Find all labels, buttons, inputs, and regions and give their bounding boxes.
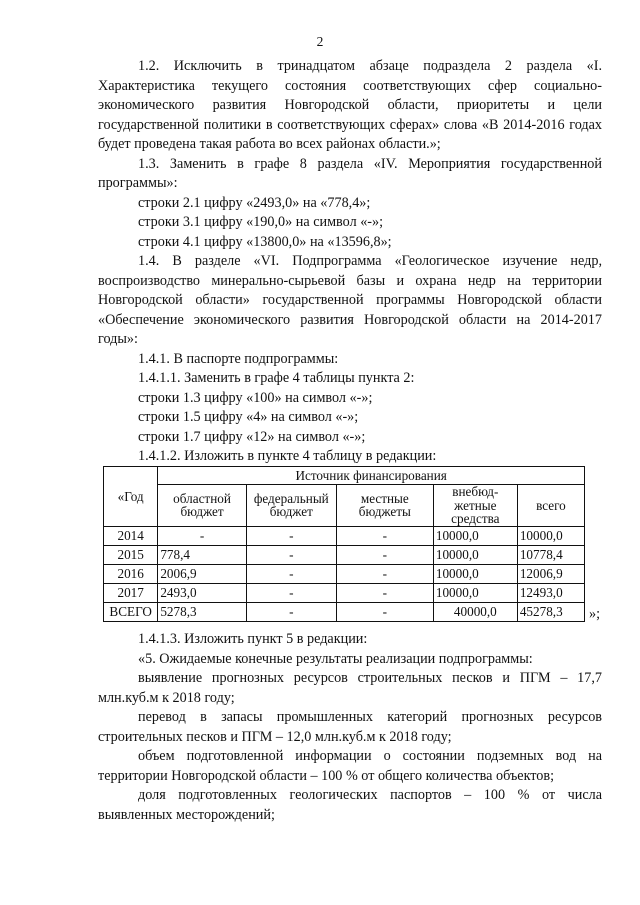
cell-regional: 778,4 [158,545,246,564]
header-regional-budget: областной бюджет [158,485,246,527]
header-extrabudgetary: внебюд-жетные средства [433,485,517,527]
financing-table [103,466,585,622]
cell-regional: 2493,0 [158,583,246,602]
cell-local: - [336,564,433,583]
cell-federal: - [246,545,336,564]
cell-local: - [336,583,433,602]
paragraph-1-4-1: 1.4.1. В паспорте подпрограммы: [138,350,339,367]
cell-total: 10778,4 [517,545,584,564]
cell-extrabudgetary: 10000,0 [433,545,517,564]
paragraph-1-4-1-3: 1.4.1.3. Изложить пункт 5 в редакции: [138,631,368,647]
cell-regional: 5278,3 [158,602,246,621]
text-block-upper [98,57,602,467]
table-row [104,564,585,583]
cell-year: 2017 [104,583,158,602]
table-closing-quote: »; [589,606,601,622]
paragraph-1-4-1-1: 1.4.1.1. Заменить в графе 4 таблицы пункта 2: [138,370,415,386]
cell-federal: - [246,564,336,583]
table-row [104,583,585,602]
paragraph-row-1-3: строки 1.3 цифру «100» на символ «-»; [138,389,373,406]
paragraph-1-3: 1.3. Заменить в графе 8 раздела «IV. Мероприятия государственной программы»: [98,155,602,191]
cell-local: - [336,526,433,545]
paragraph-row-1-7: строки 1.7 цифру «12» на символ «-»; [138,428,366,445]
header-federal-budget: федеральный бюджет [246,485,336,527]
cell-total: 10000,0 [517,526,584,545]
paragraph-row-4-1: строки 4.1 цифру «13800,0» на «13596,8»; [138,233,392,250]
cell-year: 2016 [104,564,158,583]
paragraph-item-5: «5. Ожидаемые конечные результаты реализации подпрограммы: [138,650,533,667]
cell-year: 2014 [104,526,158,545]
cell-local: - [336,602,433,621]
paragraph-row-1-5: строки 1.5 цифру «4» на символ «-»; [138,409,359,425]
cell-local: - [336,545,433,564]
table-row [104,526,585,545]
paragraph-reserves-transfer: перевод в запасы промышленных категорий прогнозных ресурсов строительных песков и ПГМ – 12,0 млн.куб.м к 2018 году; [98,709,602,745]
table-row-total [104,602,585,621]
cell-extrabudgetary: 40000,0 [433,602,517,621]
paragraph-1-4: 1.4. В разделе «VI. Подпрограмма «Геологическое изучение недр, воспроизводство минерально-сырьевой базы и охрана недр на территории Новгородской области» государственной программы Новгородской области «Обеспечение экономического развития Новгородской области на 2014-2017 годы»: [98,253,602,347]
cell-extrabudgetary: 10000,0 [433,526,517,545]
page-number: 2 [316,34,324,49]
cell-federal: - [246,602,336,621]
cell-total: 12006,9 [517,564,584,583]
text-block-lower [98,630,602,825]
header-year: «Год [104,467,158,527]
paragraph-1-4-1-2: 1.4.1.2. Изложить в пункте 4 таблицу в редакции: [138,448,437,464]
paragraph-sand-resources: выявление прогнозных ресурсов строительных песков и ПГМ – 17,7 млн.куб.м к 2018 году; [98,670,602,706]
cell-regional: - [158,526,246,545]
header-total: всего [517,485,584,527]
header-local-budgets: местные бюджеты [336,485,433,527]
cell-total: 45278,3 [517,602,584,621]
cell-federal: - [246,526,336,545]
paragraph-groundwater-info: объем подготовленной информации о состоянии подземных вод на территории Новгородской области – 100 % от общего количества объектов; [98,748,602,784]
cell-total: 12493,0 [517,583,584,602]
paragraph-1-2: 1.2. Исключить в тринадцатом абзаце подраздела 2 раздела «I. Характеристика текущего состояния соответствующих сфер социально-экономического развития Новгородской области, приоритеты и цели государственной политики в соответствующих сферах» слова «В 2014-2016 годах будет проведена такая работа во всех районах области.»; [98,58,602,152]
cell-federal: - [246,583,336,602]
cell-regional: 2006,9 [158,564,246,583]
cell-extrabudgetary: 10000,0 [433,583,517,602]
table-row [104,545,585,564]
header-financing-source: Источник финансирования [158,467,585,485]
paragraph-row-2-1: строки 2.1 цифру «2493,0» на «778,4»; [138,194,371,211]
paragraph-row-3-1: строки 3.1 цифру «190,0» на символ «-»; [138,214,384,230]
cell-extrabudgetary: 10000,0 [433,564,517,583]
cell-year: ВСЕГО [104,602,158,621]
cell-year: 2015 [104,545,158,564]
paragraph-geological-passports: доля подготовленных геологических паспортов – 100 % от числа выявленных месторождений; [98,787,602,823]
